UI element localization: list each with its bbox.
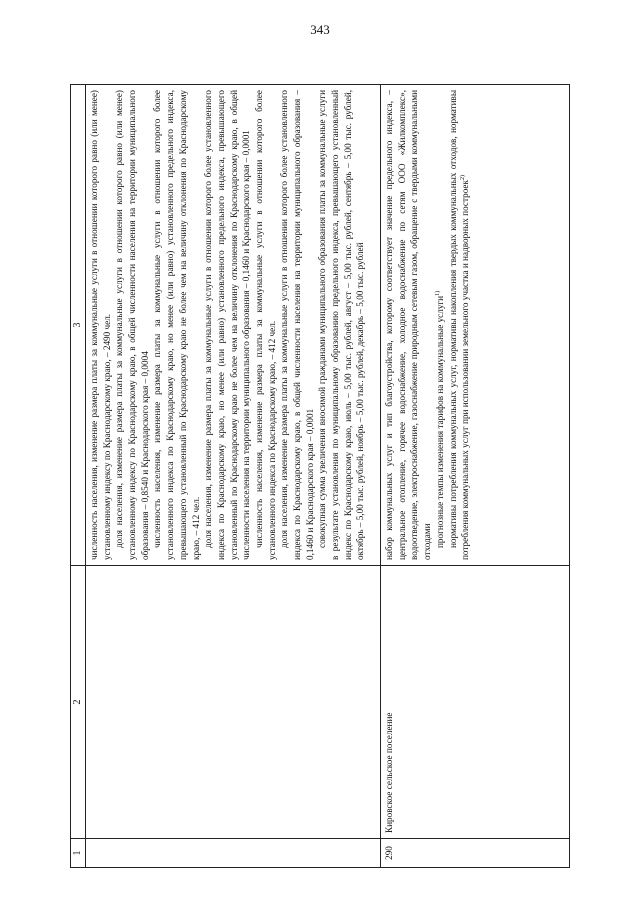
header-col-1: 1: [71, 839, 86, 868]
row-number: [86, 839, 381, 868]
table-row: [86, 85, 381, 868]
table-header-row: [71, 85, 86, 868]
row-content: [381, 85, 570, 566]
paragraph: численность населения, изменение размера платы за коммунальные услуги в отношении которого более установленного индекса по Краснодарскому краю, но менее (или равно) установленного предельного индекса, превышающего установленный по Краснодарскому краю не более чем на величину отклонения по Краснодарскому краю, – 412 чел.: [152, 90, 201, 560]
page-number: 343: [310, 22, 330, 37]
paragraph: набор коммунальных услуг и тип благоустройства, которому соответствует значение предельного индекса, – центральное отопление, горячее водоснабжение, холодное водоснабжение по сетям ООО «Жилкомплекс», водоотведение, электроснабжение, газоснабжение природным сетевым газом, обращение с твердыми коммунальными отходами: [384, 90, 433, 560]
paragraph: численность населения, изменение размера платы за коммунальные услуги в отношении которого более установленного индекса по Краснодарскому краю, – 412 чел.: [253, 90, 277, 560]
row-number: 290: [381, 839, 570, 868]
paragraph-text: прогнозные темпы изменения тарифов на коммунальные услуги: [434, 295, 445, 548]
paragraph: доля населения, изменение размера платы за коммунальные услуги в отношении которого более установленного индекса по Краснодарскому краю, но менее (или равно) установленного предельного индекса, превышающего установленный по Краснодарскому краю не более чем на величину отклонения по Краснодарскому краю, в общей численности населения на территории муниципального образования – 0,1460 и Краснодарского края – 0,0001: [203, 90, 252, 560]
paragraph: совокупная сумма увеличения вносимой гражданами муниципального образования платы за коммунальные услуги в результате установления по муниципальному образованию предельного индекса, превышающего установленный индекс по Краснодарскому краю, июль – 5,00 тыс. рублей, август – 5,00 тыс. рублей, сентябрь – 5,00 тыс. рублей, октябрь – 5,00 тыс. рублей, ноябрь – 5,00 тыс. рублей, декабрь – 5,00 тыс. рублей: [317, 90, 366, 560]
paragraph: [434, 90, 447, 560]
rotated-table-wrapper: [70, 88, 570, 868]
paragraph: доля населения, изменение размера платы за коммунальные услуги в отношении которого более установленного индекса по Краснодарскому краю, в общей численности населения на территории муниципального образования – 0,1460 и Краснодарского края – 0,0001: [279, 90, 315, 560]
paragraph-text: нормативы потребления коммунальных услуг, нормативы накопления твердых коммунальных отходов, нормативы потребления коммунальных услуг при использовании земельного участка и надворных построек: [447, 90, 471, 560]
footnote-marker: 1): [434, 290, 441, 296]
table-row: [381, 85, 570, 868]
municipality-name: Кировское сельское поселение: [381, 566, 570, 839]
paragraph: доля населения, изменение размера платы за коммунальные услуги в отношении которого равно (или менее) установленному индексу по Краснодарскому краю, в общей численности населения на территории муниципального образования – 0,8540 и Краснодарского края – 0,0004: [114, 90, 150, 560]
paragraph: численность населения, изменение размера платы за коммунальные услуги в отношении которого равно (или менее) установленному индексу по Краснодарскому краю, – 2490 чел.: [89, 90, 112, 560]
document-table: [70, 84, 570, 868]
footnote-marker: 2): [460, 175, 467, 181]
header-col-3: 3: [71, 85, 86, 566]
row-content: [86, 85, 381, 566]
header-col-2: 2: [71, 566, 86, 839]
municipality-name: [86, 566, 381, 839]
paragraph: [447, 90, 472, 560]
